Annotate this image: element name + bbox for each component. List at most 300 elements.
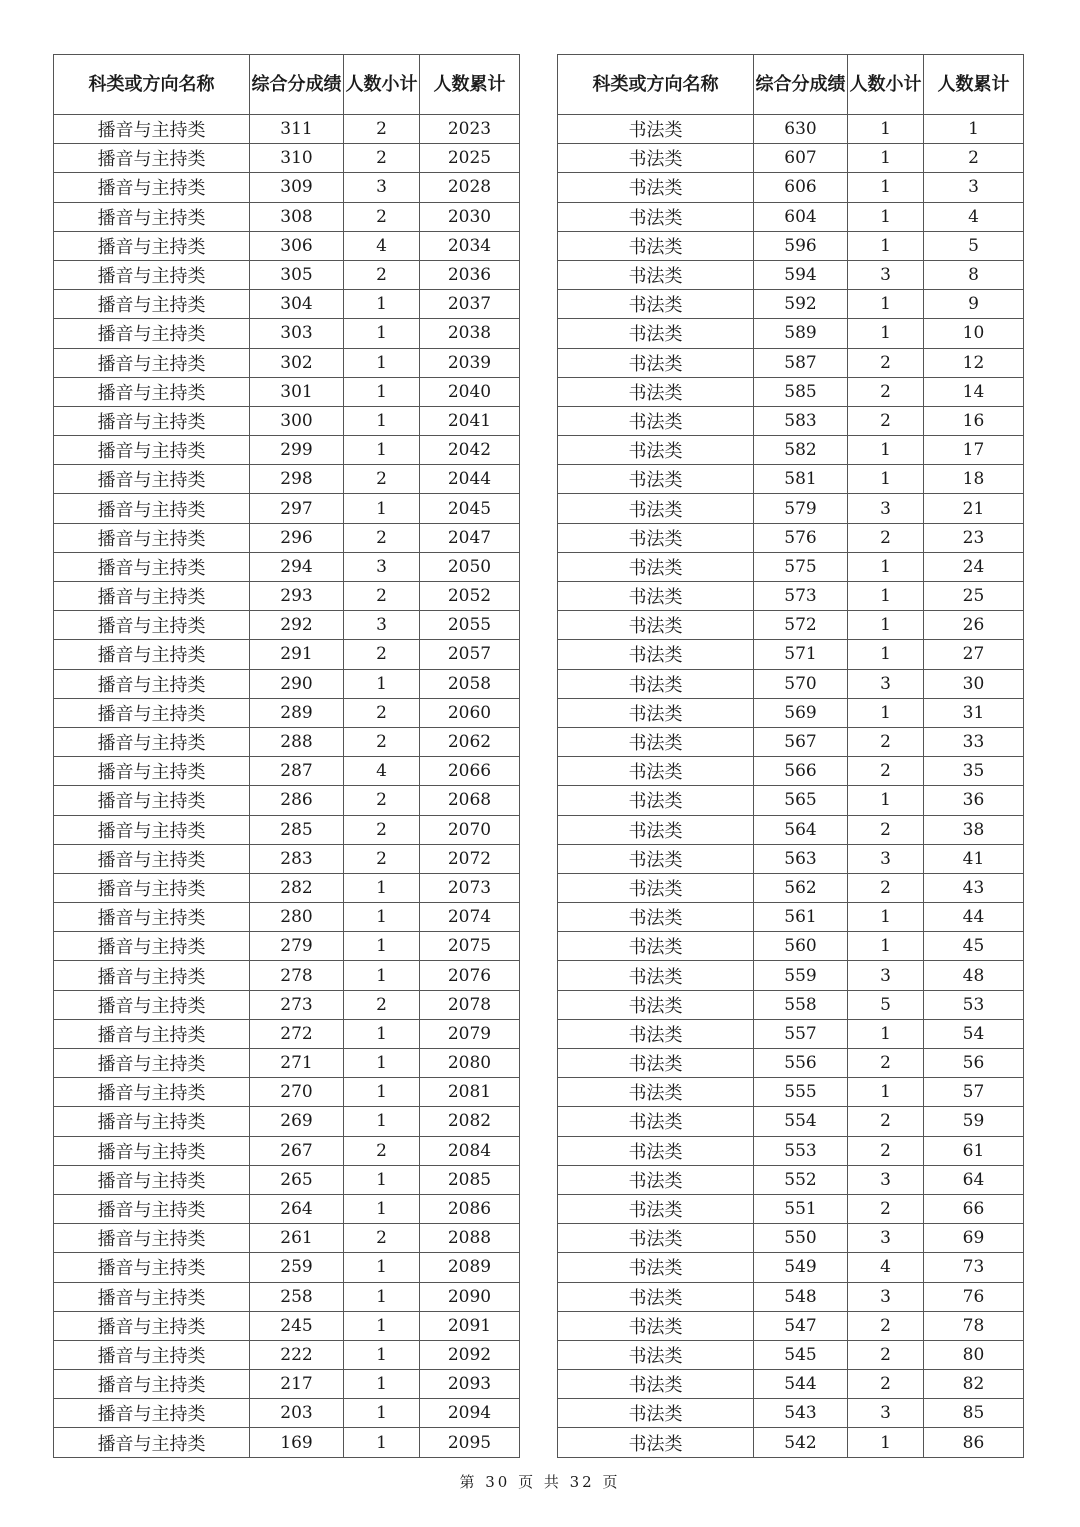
count-cell: 1 xyxy=(344,1107,420,1136)
table-row xyxy=(54,1136,520,1165)
score-cell: 285 xyxy=(250,815,344,844)
table-row xyxy=(558,1019,1024,1048)
category-name-cell: 播音与主持类 xyxy=(54,815,250,844)
count-cell: 2 xyxy=(344,202,420,231)
category-name-cell: 播音与主持类 xyxy=(54,494,250,523)
table-row xyxy=(54,1399,520,1428)
count-cell: 2 xyxy=(344,844,420,873)
table-row xyxy=(558,932,1024,961)
cumulative-cell: 2034 xyxy=(420,231,520,260)
cumulative-cell: 33 xyxy=(924,727,1024,756)
category-name-cell: 播音与主持类 xyxy=(54,202,250,231)
score-cell: 290 xyxy=(250,669,344,698)
category-name-cell: 书法类 xyxy=(558,377,754,406)
count-cell: 2 xyxy=(848,1107,924,1136)
cumulative-cell: 2030 xyxy=(420,202,520,231)
count-cell: 2 xyxy=(344,523,420,552)
count-cell: 2 xyxy=(848,1049,924,1078)
table-row xyxy=(54,202,520,231)
count-cell: 1 xyxy=(848,465,924,494)
right-score-table xyxy=(557,54,1024,1458)
table-row xyxy=(54,406,520,435)
count-cell: 2 xyxy=(344,786,420,815)
score-cell: 545 xyxy=(754,1340,848,1369)
table-row xyxy=(558,698,1024,727)
category-name-cell: 播音与主持类 xyxy=(54,727,250,756)
cumulative-cell: 10 xyxy=(924,319,1024,348)
score-cell: 217 xyxy=(250,1370,344,1399)
count-cell: 2 xyxy=(344,815,420,844)
table-row xyxy=(558,1165,1024,1194)
count-cell: 3 xyxy=(848,494,924,523)
category-name-cell: 书法类 xyxy=(558,1019,754,1048)
table-row xyxy=(54,727,520,756)
score-cell: 582 xyxy=(754,436,848,465)
table-row xyxy=(54,1282,520,1311)
cumulative-cell: 2072 xyxy=(420,844,520,873)
table-row xyxy=(54,319,520,348)
score-cell: 292 xyxy=(250,611,344,640)
header-score: 综合分成绩 xyxy=(250,55,344,115)
cumulative-cell: 57 xyxy=(924,1078,1024,1107)
score-cell: 283 xyxy=(250,844,344,873)
category-name-cell: 书法类 xyxy=(558,494,754,523)
category-name-cell: 播音与主持类 xyxy=(54,377,250,406)
score-cell: 311 xyxy=(250,115,344,144)
cumulative-cell: 2075 xyxy=(420,932,520,961)
category-name-cell: 书法类 xyxy=(558,1370,754,1399)
count-cell: 1 xyxy=(344,1282,420,1311)
table-row xyxy=(54,1311,520,1340)
score-cell: 575 xyxy=(754,552,848,581)
cumulative-cell: 25 xyxy=(924,582,1024,611)
count-cell: 1 xyxy=(848,231,924,260)
cumulative-cell: 2080 xyxy=(420,1049,520,1078)
score-cell: 544 xyxy=(754,1370,848,1399)
score-cell: 261 xyxy=(250,1224,344,1253)
category-name-cell: 播音与主持类 xyxy=(54,932,250,961)
count-cell: 1 xyxy=(848,640,924,669)
score-cell: 553 xyxy=(754,1136,848,1165)
cumulative-cell: 2047 xyxy=(420,523,520,552)
table-row xyxy=(558,1049,1024,1078)
count-cell: 1 xyxy=(848,115,924,144)
category-name-cell: 播音与主持类 xyxy=(54,436,250,465)
category-name-cell: 播音与主持类 xyxy=(54,1282,250,1311)
category-name-cell: 播音与主持类 xyxy=(54,1078,250,1107)
cumulative-cell: 27 xyxy=(924,640,1024,669)
category-name-cell: 播音与主持类 xyxy=(54,1340,250,1369)
category-name-cell: 书法类 xyxy=(558,611,754,640)
count-cell: 1 xyxy=(344,1253,420,1282)
cumulative-cell: 2062 xyxy=(420,727,520,756)
cumulative-cell: 5 xyxy=(924,231,1024,260)
category-name-cell: 播音与主持类 xyxy=(54,115,250,144)
category-name-cell: 播音与主持类 xyxy=(54,1107,250,1136)
category-name-cell: 书法类 xyxy=(558,1136,754,1165)
left-table-header-row xyxy=(54,55,520,115)
score-cell: 594 xyxy=(754,260,848,289)
cumulative-cell: 48 xyxy=(924,961,1024,990)
table-row xyxy=(54,1370,520,1399)
count-cell: 1 xyxy=(344,406,420,435)
table-row xyxy=(54,669,520,698)
cumulative-cell: 14 xyxy=(924,377,1024,406)
cumulative-cell: 73 xyxy=(924,1253,1024,1282)
count-cell: 2 xyxy=(344,698,420,727)
count-cell: 1 xyxy=(848,436,924,465)
category-name-cell: 书法类 xyxy=(558,523,754,552)
count-cell: 1 xyxy=(848,1078,924,1107)
score-cell: 273 xyxy=(250,990,344,1019)
score-cell: 289 xyxy=(250,698,344,727)
count-cell: 2 xyxy=(848,406,924,435)
cumulative-cell: 4 xyxy=(924,202,1024,231)
score-cell: 559 xyxy=(754,961,848,990)
table-row xyxy=(54,961,520,990)
count-cell: 1 xyxy=(344,1370,420,1399)
score-cell: 581 xyxy=(754,465,848,494)
cumulative-cell: 82 xyxy=(924,1370,1024,1399)
table-row xyxy=(558,523,1024,552)
cumulative-cell: 2092 xyxy=(420,1340,520,1369)
category-name-cell: 书法类 xyxy=(558,698,754,727)
score-cell: 589 xyxy=(754,319,848,348)
count-cell: 3 xyxy=(848,1282,924,1311)
cumulative-cell: 2068 xyxy=(420,786,520,815)
category-name-cell: 播音与主持类 xyxy=(54,406,250,435)
table-row xyxy=(558,786,1024,815)
category-name-cell: 书法类 xyxy=(558,319,754,348)
cumulative-cell: 2090 xyxy=(420,1282,520,1311)
count-cell: 1 xyxy=(344,348,420,377)
table-row xyxy=(54,1194,520,1223)
cumulative-cell: 85 xyxy=(924,1399,1024,1428)
count-cell: 3 xyxy=(848,1399,924,1428)
table-row xyxy=(558,231,1024,260)
score-cell: 222 xyxy=(250,1340,344,1369)
table-row xyxy=(54,465,520,494)
category-name-cell: 书法类 xyxy=(558,844,754,873)
count-cell: 1 xyxy=(344,1399,420,1428)
count-cell: 1 xyxy=(848,582,924,611)
table-row xyxy=(558,873,1024,902)
table-row xyxy=(54,552,520,581)
score-cell: 303 xyxy=(250,319,344,348)
cumulative-cell: 64 xyxy=(924,1165,1024,1194)
cumulative-cell: 2089 xyxy=(420,1253,520,1282)
table-row xyxy=(54,873,520,902)
score-cell: 287 xyxy=(250,757,344,786)
count-cell: 1 xyxy=(848,1019,924,1048)
cumulative-cell: 8 xyxy=(924,260,1024,289)
table-row xyxy=(558,1282,1024,1311)
cumulative-cell: 17 xyxy=(924,436,1024,465)
category-name-cell: 书法类 xyxy=(558,582,754,611)
category-name-cell: 播音与主持类 xyxy=(54,144,250,173)
category-name-cell: 书法类 xyxy=(558,115,754,144)
table-row xyxy=(54,1428,520,1457)
count-cell: 1 xyxy=(344,436,420,465)
cumulative-cell: 30 xyxy=(924,669,1024,698)
category-name-cell: 书法类 xyxy=(558,260,754,289)
cumulative-cell: 2060 xyxy=(420,698,520,727)
count-cell: 2 xyxy=(848,1370,924,1399)
count-cell: 1 xyxy=(344,932,420,961)
header-cumulative: 人数累计 xyxy=(924,55,1024,115)
cumulative-cell: 12 xyxy=(924,348,1024,377)
count-cell: 2 xyxy=(848,727,924,756)
score-cell: 554 xyxy=(754,1107,848,1136)
table-row xyxy=(54,757,520,786)
table-row xyxy=(54,932,520,961)
cumulative-cell: 86 xyxy=(924,1428,1024,1457)
cumulative-cell: 54 xyxy=(924,1019,1024,1048)
score-cell: 560 xyxy=(754,932,848,961)
count-cell: 1 xyxy=(848,144,924,173)
header-name: 科类或方向名称 xyxy=(54,55,250,115)
category-name-cell: 播音与主持类 xyxy=(54,231,250,260)
count-cell: 1 xyxy=(848,903,924,932)
count-cell: 1 xyxy=(344,290,420,319)
category-name-cell: 书法类 xyxy=(558,1311,754,1340)
left-table-body xyxy=(54,115,520,1458)
category-name-cell: 播音与主持类 xyxy=(54,903,250,932)
score-cell: 297 xyxy=(250,494,344,523)
category-name-cell: 书法类 xyxy=(558,1078,754,1107)
score-cell: 563 xyxy=(754,844,848,873)
count-cell: 3 xyxy=(848,844,924,873)
table-row xyxy=(558,1399,1024,1428)
table-row xyxy=(54,1253,520,1282)
table-row xyxy=(54,231,520,260)
category-name-cell: 书法类 xyxy=(558,1340,754,1369)
header-name: 科类或方向名称 xyxy=(558,55,754,115)
table-row xyxy=(558,436,1024,465)
score-cell: 245 xyxy=(250,1311,344,1340)
category-name-cell: 播音与主持类 xyxy=(54,319,250,348)
score-cell: 564 xyxy=(754,815,848,844)
cumulative-cell: 2040 xyxy=(420,377,520,406)
count-cell: 2 xyxy=(848,377,924,406)
count-cell: 1 xyxy=(344,1311,420,1340)
score-cell: 282 xyxy=(250,873,344,902)
category-name-cell: 播音与主持类 xyxy=(54,260,250,289)
table-row xyxy=(558,494,1024,523)
category-name-cell: 播音与主持类 xyxy=(54,669,250,698)
category-name-cell: 播音与主持类 xyxy=(54,640,250,669)
table-row xyxy=(558,1340,1024,1369)
category-name-cell: 书法类 xyxy=(558,1253,754,1282)
category-name-cell: 播音与主持类 xyxy=(54,523,250,552)
table-row xyxy=(558,202,1024,231)
count-cell: 1 xyxy=(344,873,420,902)
category-name-cell: 书法类 xyxy=(558,669,754,698)
category-name-cell: 播音与主持类 xyxy=(54,1370,250,1399)
table-row xyxy=(54,494,520,523)
category-name-cell: 播音与主持类 xyxy=(54,611,250,640)
count-cell: 1 xyxy=(848,1428,924,1457)
count-cell: 2 xyxy=(848,1194,924,1223)
count-cell: 2 xyxy=(848,1340,924,1369)
table-row xyxy=(54,990,520,1019)
category-name-cell: 播音与主持类 xyxy=(54,844,250,873)
category-name-cell: 书法类 xyxy=(558,786,754,815)
category-name-cell: 播音与主持类 xyxy=(54,961,250,990)
category-name-cell: 播音与主持类 xyxy=(54,465,250,494)
category-name-cell: 播音与主持类 xyxy=(54,290,250,319)
table-row xyxy=(558,465,1024,494)
category-name-cell: 播音与主持类 xyxy=(54,990,250,1019)
category-name-cell: 书法类 xyxy=(558,1282,754,1311)
count-cell: 1 xyxy=(848,698,924,727)
table-row xyxy=(54,115,520,144)
cumulative-cell: 2058 xyxy=(420,669,520,698)
cumulative-cell: 78 xyxy=(924,1311,1024,1340)
table-row xyxy=(558,1136,1024,1165)
category-name-cell: 书法类 xyxy=(558,1194,754,1223)
cumulative-cell: 2076 xyxy=(420,961,520,990)
score-cell: 269 xyxy=(250,1107,344,1136)
table-row xyxy=(558,290,1024,319)
category-name-cell: 播音与主持类 xyxy=(54,1224,250,1253)
cumulative-cell: 2073 xyxy=(420,873,520,902)
score-cell: 573 xyxy=(754,582,848,611)
count-cell: 1 xyxy=(344,903,420,932)
cumulative-cell: 2039 xyxy=(420,348,520,377)
table-row xyxy=(54,903,520,932)
cumulative-cell: 2042 xyxy=(420,436,520,465)
table-row xyxy=(558,144,1024,173)
table-row xyxy=(558,727,1024,756)
count-cell: 1 xyxy=(344,1340,420,1369)
cumulative-cell: 2050 xyxy=(420,552,520,581)
table-row xyxy=(54,1107,520,1136)
category-name-cell: 播音与主持类 xyxy=(54,1136,250,1165)
cumulative-cell: 2045 xyxy=(420,494,520,523)
score-cell: 585 xyxy=(754,377,848,406)
count-cell: 1 xyxy=(848,202,924,231)
score-cell: 280 xyxy=(250,903,344,932)
category-name-cell: 书法类 xyxy=(558,932,754,961)
header-count: 人数小计 xyxy=(344,55,420,115)
count-cell: 5 xyxy=(848,990,924,1019)
cumulative-cell: 2 xyxy=(924,144,1024,173)
category-name-cell: 书法类 xyxy=(558,961,754,990)
category-name-cell: 书法类 xyxy=(558,1399,754,1428)
count-cell: 1 xyxy=(344,1165,420,1194)
score-cell: 264 xyxy=(250,1194,344,1223)
cumulative-cell: 76 xyxy=(924,1282,1024,1311)
count-cell: 3 xyxy=(848,260,924,289)
score-cell: 299 xyxy=(250,436,344,465)
cumulative-cell: 18 xyxy=(924,465,1024,494)
score-cell: 272 xyxy=(250,1019,344,1048)
score-cell: 306 xyxy=(250,231,344,260)
score-cell: 569 xyxy=(754,698,848,727)
cumulative-cell: 36 xyxy=(924,786,1024,815)
table-row xyxy=(54,436,520,465)
score-cell: 552 xyxy=(754,1165,848,1194)
category-name-cell: 书法类 xyxy=(558,290,754,319)
category-name-cell: 播音与主持类 xyxy=(54,1194,250,1223)
count-cell: 1 xyxy=(848,173,924,202)
category-name-cell: 书法类 xyxy=(558,1224,754,1253)
table-row xyxy=(54,1224,520,1253)
count-cell: 2 xyxy=(344,1136,420,1165)
cumulative-cell: 2028 xyxy=(420,173,520,202)
cumulative-cell: 35 xyxy=(924,757,1024,786)
score-cell: 606 xyxy=(754,173,848,202)
cumulative-cell: 3 xyxy=(924,173,1024,202)
score-cell: 558 xyxy=(754,990,848,1019)
category-name-cell: 播音与主持类 xyxy=(54,1399,250,1428)
table-row xyxy=(558,1370,1024,1399)
cumulative-cell: 2091 xyxy=(420,1311,520,1340)
table-row xyxy=(54,815,520,844)
cumulative-cell: 44 xyxy=(924,903,1024,932)
count-cell: 2 xyxy=(344,727,420,756)
category-name-cell: 播音与主持类 xyxy=(54,1165,250,1194)
score-cell: 556 xyxy=(754,1049,848,1078)
category-name-cell: 播音与主持类 xyxy=(54,757,250,786)
table-row xyxy=(54,611,520,640)
count-cell: 3 xyxy=(848,1165,924,1194)
right-table-header-row xyxy=(558,55,1024,115)
table-row xyxy=(558,552,1024,581)
table-row xyxy=(558,1311,1024,1340)
cumulative-cell: 2023 xyxy=(420,115,520,144)
count-cell: 2 xyxy=(344,115,420,144)
table-row xyxy=(54,1049,520,1078)
category-name-cell: 播音与主持类 xyxy=(54,552,250,581)
score-cell: 548 xyxy=(754,1282,848,1311)
cumulative-cell: 2085 xyxy=(420,1165,520,1194)
table-row xyxy=(558,582,1024,611)
cumulative-cell: 26 xyxy=(924,611,1024,640)
score-cell: 308 xyxy=(250,202,344,231)
category-name-cell: 书法类 xyxy=(558,873,754,902)
count-cell: 2 xyxy=(344,144,420,173)
score-cell: 587 xyxy=(754,348,848,377)
table-row xyxy=(558,173,1024,202)
count-cell: 2 xyxy=(848,1311,924,1340)
table-row xyxy=(558,1078,1024,1107)
table-row xyxy=(54,1165,520,1194)
score-cell: 288 xyxy=(250,727,344,756)
cumulative-cell: 2094 xyxy=(420,1399,520,1428)
table-row xyxy=(54,844,520,873)
count-cell: 4 xyxy=(344,231,420,260)
score-cell: 302 xyxy=(250,348,344,377)
count-cell: 1 xyxy=(848,319,924,348)
cumulative-cell: 2070 xyxy=(420,815,520,844)
score-cell: 607 xyxy=(754,144,848,173)
table-row xyxy=(558,1194,1024,1223)
count-cell: 1 xyxy=(344,669,420,698)
score-cell: 562 xyxy=(754,873,848,902)
count-cell: 3 xyxy=(344,611,420,640)
count-cell: 1 xyxy=(344,1428,420,1457)
category-name-cell: 书法类 xyxy=(558,640,754,669)
table-row xyxy=(54,144,520,173)
cumulative-cell: 2025 xyxy=(420,144,520,173)
count-cell: 2 xyxy=(344,465,420,494)
score-cell: 561 xyxy=(754,903,848,932)
category-name-cell: 书法类 xyxy=(558,144,754,173)
category-name-cell: 书法类 xyxy=(558,1107,754,1136)
table-row xyxy=(54,377,520,406)
